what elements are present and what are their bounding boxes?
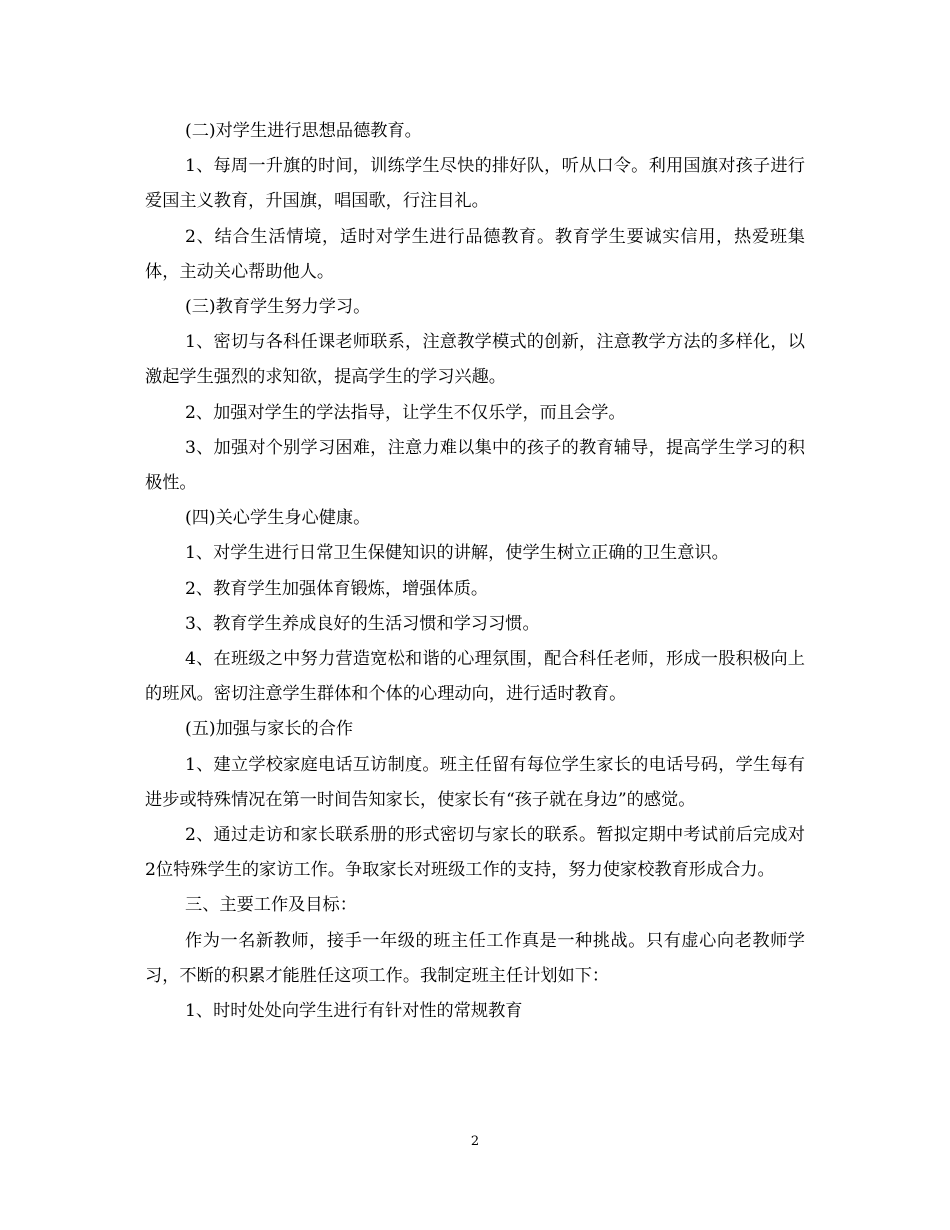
- paragraph: 1、对学生进行日常卫生保健知识的讲解，使学生树立正确的卫生意识。: [185, 543, 729, 564]
- section-heading-main-work: 三、主要工作及目标：: [185, 895, 357, 916]
- paragraph: 1、时时处处向学生进行有针对性的常规教育: [185, 1001, 523, 1022]
- paragraph: 3、加强对个别学习困难，注意力难以集中的孩子的教育辅导，提高学生学习的积极性。: [145, 437, 805, 494]
- paragraph: 4、在班级之中努力营造宽松和谐的心理氛围，配合科任老师，形成一股积极向上的班风。密切注意学生群体和个体的心理动向，进行适时教育。: [145, 649, 805, 705]
- paragraph: 2、结合生活情境，适时对学生进行品德教育。教育学生要诚实信用，热爱班集体，主动关心帮助他人。: [145, 226, 805, 282]
- paragraph: 1、每周一升旗的时间，训练学生尽快的排好队，听从口令。利用国旗对孩子进行爱国主义教育，升国旗，唱国歌，行注目礼。: [145, 156, 805, 212]
- section-heading-health: (四)关心学生身心健康。: [185, 508, 371, 529]
- section-heading-study: (三)教育学生努力学习。: [185, 297, 371, 318]
- paragraph: 1、密切与各科任课老师联系，注意教学模式的创新，注意教学方法的多样化，以激起学生强烈的求知欲，提高学生的学习兴趣。: [145, 332, 805, 388]
- section-heading-moral-education: (二)对学生进行思想品德教育。: [185, 121, 422, 141]
- paragraph: 作为一名新教师，接手一年级的班主任工作真是一种挑战。只有虚心向老教师学习，不断的积累才能胜任这项工作。我制定班主任计划如下：: [145, 930, 805, 986]
- page-number: 2: [470, 1134, 480, 1149]
- paragraph: 2、通过走访和家长联系册的形式密切与家长的联系。暂拟定期中考试前后完成对2位特殊学生的家访工作。争取家长对班级工作的支持，努力使家校教育形成合力。: [145, 825, 805, 881]
- paragraph: 2、加强对学生的学法指导，让学生不仅乐学，而且会学。: [185, 402, 626, 423]
- document-body: [145, 114, 805, 1029]
- paragraph: 2、教育学生加强体育锻炼，增强体质。: [185, 578, 489, 599]
- paragraph: 1、建立学校家庭电话互访制度。班主任留有每位学生家长的电话号码，学生每有进步或特殊情况在第一时间告知家长，使家长有“孩子就在身边”的感觉。: [145, 754, 805, 810]
- section-heading-parents: (五)加强与家长的合作: [185, 719, 354, 740]
- paragraph: 3、教育学生养成良好的生活习惯和学习习惯。: [185, 613, 540, 634]
